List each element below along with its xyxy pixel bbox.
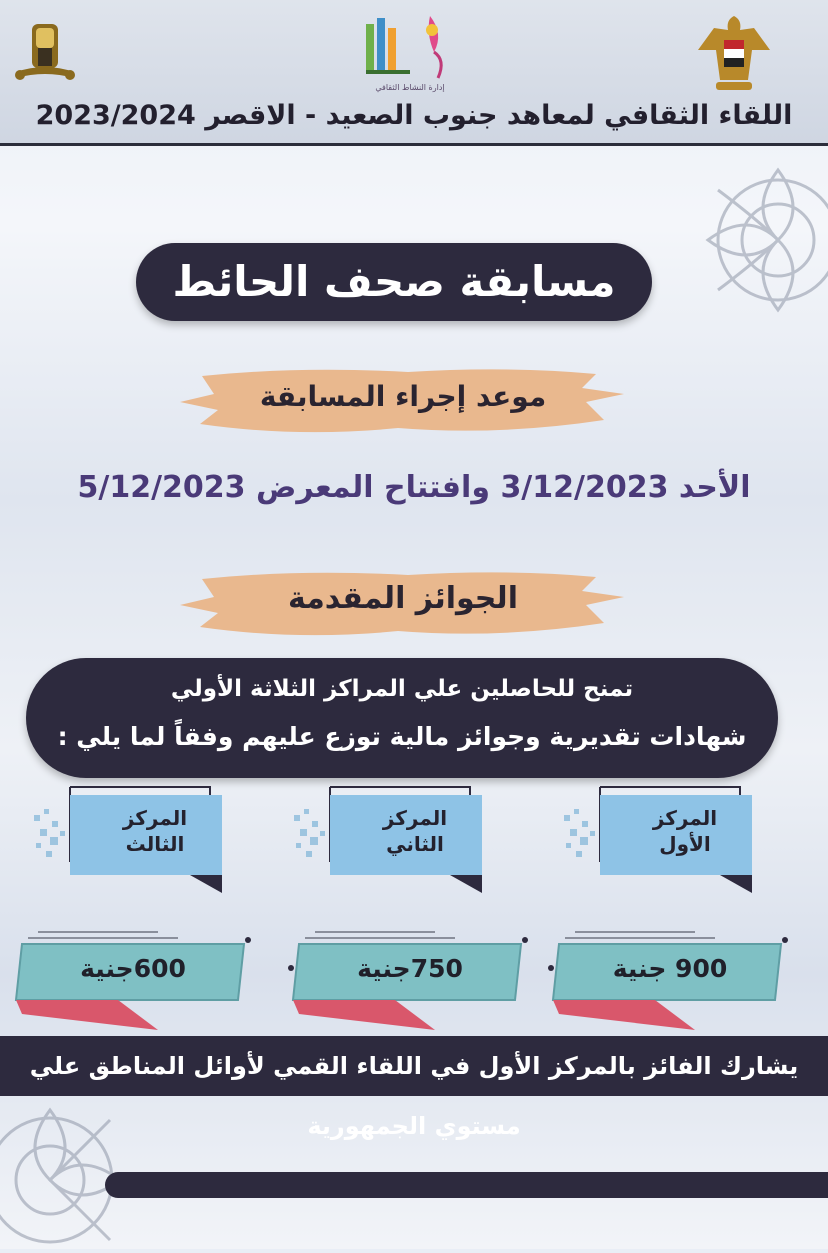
third-prize-amount	[8, 928, 258, 1033]
prizes-description-line2: شهادات تقديرية وجوائز مالية توزع عليهم وفقاً لما يلي :	[57, 722, 747, 751]
first-place-label	[560, 785, 760, 897]
first-place-text	[630, 805, 740, 857]
arabesque-ornament-icon	[0, 1090, 170, 1249]
third-prize-text: 600جنية	[80, 954, 186, 983]
cultural-activity-logo	[360, 12, 460, 92]
schedule-heading: موعد إجراء المسابقة	[259, 380, 547, 413]
second-prize-amount	[285, 928, 535, 1033]
prizes-heading-banner	[178, 565, 628, 643]
second-place-text	[360, 805, 470, 857]
logo-caption: إدارة النشاط الثقافي	[375, 83, 445, 92]
place-label-line: المركز	[382, 806, 448, 830]
third-place-label	[30, 785, 230, 897]
prizes-heading: الجوائز المقدمة	[288, 581, 518, 616]
bottom-decorative-bar	[105, 1172, 828, 1198]
second-prize-text: 750جنية	[357, 954, 463, 983]
first-prize-text: 900 جنية	[612, 954, 728, 983]
place-label-line: الثالث	[125, 832, 185, 856]
header-title: اللقاء الثقافي لمعاهد جنوب الصعيد - الاقصر 2023/2024	[35, 100, 793, 131]
header-banner	[0, 0, 828, 146]
prizes-description	[26, 658, 778, 778]
second-place-label	[290, 785, 490, 897]
schedule-heading-banner	[178, 362, 628, 440]
competition-date: الأحد 3/12/2023 وافتتاح المعرض 5/12/2023	[77, 470, 751, 505]
place-label-line: المركز	[652, 806, 718, 830]
place-label-line: الأول	[659, 832, 711, 856]
arabesque-ornament-icon	[668, 150, 828, 330]
pharaoh-emblem-icon	[14, 18, 76, 88]
prizes-description-line1: تمنح للحاصلين علي المراكز الثلاثة الأولي	[170, 676, 634, 702]
third-place-text	[100, 805, 210, 857]
place-label-line: الثاني	[386, 832, 444, 856]
competition-title: مسابقة صحف الحائط	[136, 243, 652, 321]
first-prize-amount	[545, 928, 795, 1033]
footer-note: يشارك الفائز بالمركز الأول في اللقاء القمي لأوائل المناطق علي مستوي الجمهورية	[0, 1036, 828, 1096]
egypt-eagle-emblem-icon	[694, 10, 774, 95]
place-label-line: المركز	[122, 806, 188, 830]
